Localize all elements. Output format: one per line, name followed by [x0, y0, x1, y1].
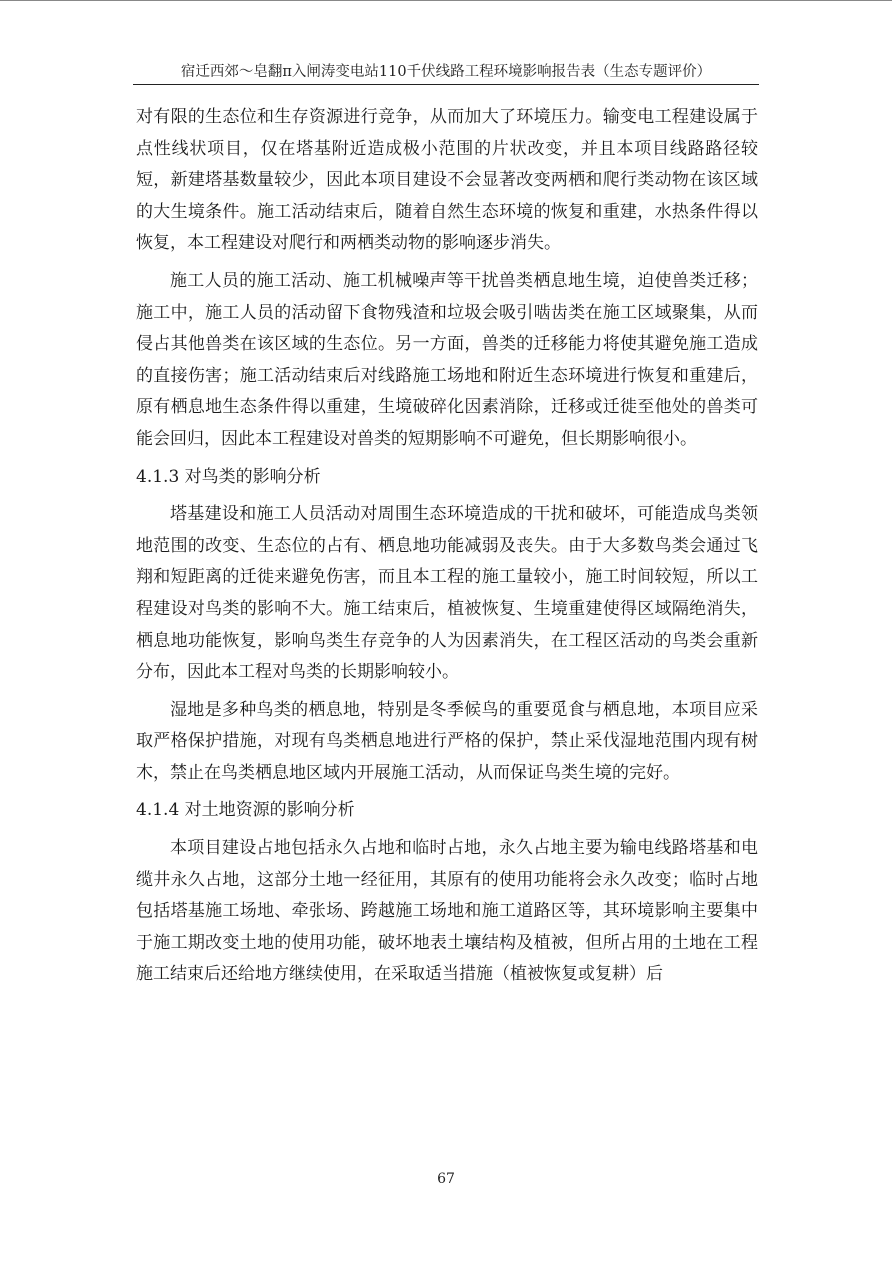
paragraph-amphibians: 对有限的生态位和生存资源进行竞争，从而加大了环境压力。输变电工程建设属于点性线状项目，仅在塔基附近造成极小范围的片状改变，并且本项目线路路径较短，新建塔基数量较少，因此本项目建设不会显著改变两栖和爬行类动物在该区域的大生境条件。施工活动结束后，随着自然生态环境的恢复和重建，水热条件得以恢复，本工程建设对爬行和两栖类动物的影响逐步消失。: [136, 107, 758, 254]
section-heading-land: 4.1.4 对土地资源的影响分析: [136, 800, 355, 821]
paragraph-mammals: 施工人员的施工活动、施工机械噪声等干扰兽类栖息地生境，迫使兽类迁移；施工中，施工人员的活动留下食物残渣和垃圾会吸引啮齿类在施工区域聚集，从而侵占其他兽类在该区域的生态位。另一方面，兽类的迁移能力将使其避免施工造成的直接伤害；施工活动结束后对线路施工场地和附近生态环境进行恢复和重建后，原有栖息地生态条件得以重建，生境破碎化因素消除，迁移或迁徙至他处的兽类可能会回归，因此本工程建设对兽类的短期影响不可避免，但长期影响很小。: [136, 270, 758, 449]
running-header: 宿迁西郊～皂翻π入闸涛变电站110千伏线路工程环境影响报告表（生态专题评价）: [180, 64, 712, 80]
paragraph-land: 本项目建设占地包括永久占地和临时占地，永久占地主要为输电线路塔基和电缆井永久占地，这部分土地一经征用，其原有的使用功能将会永久改变；临时占地包括塔基施工场地、牵张场、跨越施工场地和施工道路区等，其环境影响主要集中于施工期改变土地的使用功能，破坏地表土壤结构及植被，但所占用的土地在工程施工结束后还给地方继续使用，在采取适当措施（植被恢复或复耕）后: [136, 838, 758, 985]
paragraph-wetland: 湿地是多种鸟类的栖息地，特别是冬季候鸟的重要觅食与栖息地，本项目应采取严格保护措施，对现有鸟类栖息地进行严格的保护，禁止采伐湿地范围内现有树木，禁止在鸟类栖息地区域内开展施工活动，从而保证鸟类生境的完好。: [136, 699, 758, 783]
body-text: [136, 102, 758, 997]
section-heading-birds: 4.1.3 对鸟类的影响分析: [136, 466, 321, 487]
page-number: 67: [437, 1171, 455, 1187]
top-border: [0, 0, 892, 1]
header-rule: [133, 84, 759, 85]
paragraph-birds: 塔基建设和施工人员活动对周围生态环境造成的干扰和破坏，可能造成鸟类领地范围的改变、生态位的占有、栖息地功能减弱及丧失。由于大多数鸟类会通过飞翔和短距离的迁徙来避免伤害，而且本工程的施工量较小，施工时间较短，所以工程建设对鸟类的影响不大。施工结束后，植被恢复、生境重建使得区域隔绝消失，栖息地功能恢复，影响鸟类生存竞争的人为因素消失，在工程区活动的鸟类会重新分布，因此本工程对鸟类的长期影响较小。: [136, 504, 758, 683]
